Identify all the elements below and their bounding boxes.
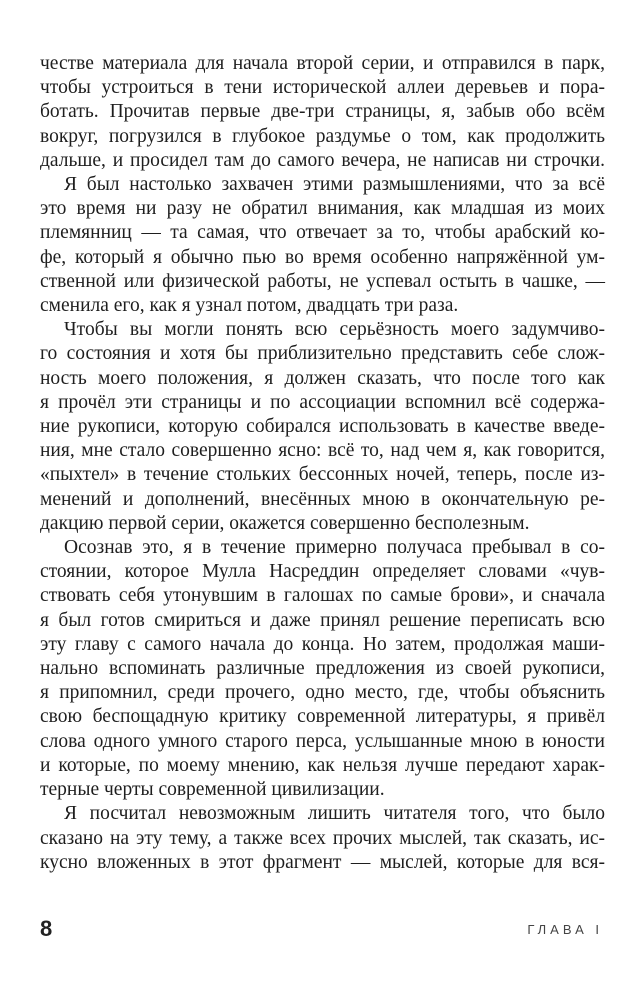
text-line: это время ни разу не обратил внимания, как младшая из моих bbox=[40, 198, 605, 220]
text-line: Чтобы вы могли понять всю серьёзность моего задумчиво- bbox=[64, 319, 605, 341]
body-text bbox=[40, 52, 605, 875]
text-line: го состояния и хотя бы приблизительно представить себе слож- bbox=[40, 343, 605, 365]
text-line: ния, мне стало совершенно ясно: всё то, над чем я, как говорится, bbox=[40, 440, 605, 462]
text-line: честве материала для начала второй серии, и отправился в парк, bbox=[40, 53, 605, 74]
text-line: сказано на эту тему, а также всех прочих мыслей, так сказать, ис- bbox=[40, 827, 605, 849]
text-line: вокруг, погрузился в глубокое раздумье о том, как продолжить bbox=[40, 125, 605, 147]
text-line: я был готов смириться и даже принял решение переписать всю bbox=[40, 609, 605, 631]
paragraph bbox=[40, 802, 605, 875]
text-line: и которые, по моему мнению, как нельзя лучше передают харак- bbox=[40, 754, 605, 776]
text-line: фе, который я обычно пью во время особенно напряжённой ум- bbox=[40, 246, 605, 268]
text-line: менений и дополнений, внесённых мною в окончательную ре- bbox=[40, 488, 605, 510]
text-line: ственной или физической работы, не успевал остыть в чашке, — bbox=[40, 270, 605, 292]
text-line: «пыхтел» в течение стольких бессонных ночей, теперь, после из- bbox=[40, 464, 605, 486]
text-line: стоянии, которое Мулла Насреддин определяет словами «чув- bbox=[40, 561, 605, 583]
text-line: дакцию первой серии, окажется совершенно бесполезным. bbox=[40, 512, 530, 534]
text-line: племянниц — та самая, что отвечает за то, чтобы арабский ко- bbox=[40, 222, 605, 244]
running-footer-chapter: ГЛАВА I bbox=[527, 922, 603, 937]
text-line: Осознав это, я в течение примерно получаса пребывал в со- bbox=[64, 537, 605, 559]
text-line: Я был настолько захвачен этими размышлениями, что за всё bbox=[64, 174, 605, 196]
text-line: кусно вложенных в этот фрагмент — мыслей, которые для вся- bbox=[40, 851, 605, 873]
text-line: слова одного умного старого перса, услышанные мною в юности bbox=[40, 730, 605, 752]
paragraph bbox=[40, 52, 605, 173]
text-line: свою беспощадную критику современной литературы, я привёл bbox=[40, 706, 605, 728]
text-line: Я посчитал невозможным лишить читателя того, что было bbox=[64, 803, 605, 825]
text-line: эту главу с самого начала до конца. Но затем, продолжая маши- bbox=[40, 633, 605, 655]
text-line: сменила его, как я узнал потом, двадцать три раза. bbox=[40, 295, 459, 317]
page-number: 8 bbox=[40, 916, 53, 941]
text-line: ствовать себя утонувшим в галошах по самые брови», и сначала bbox=[40, 585, 605, 607]
text-line: чтобы устроиться в тени исторической аллеи деревьев и пора- bbox=[40, 77, 605, 99]
paragraph bbox=[40, 318, 605, 536]
text-line: я припомнил, среди прочего, одно место, где, чтобы объяснить bbox=[40, 682, 605, 704]
text-line: ность моего положения, я должен сказать, что после того как bbox=[40, 367, 605, 389]
text-line: ботать. Прочитав первые две-три страницы, я, забыв обо всём bbox=[40, 101, 605, 123]
paragraph bbox=[40, 536, 605, 802]
text-line: нально вспоминать различные предложения из своей рукописи, bbox=[40, 658, 605, 680]
text-line: ние рукописи, которую собирался использовать в качестве введе- bbox=[40, 416, 605, 438]
text-line: я прочёл эти страницы и по ассоциации вспомнил всё содержа- bbox=[40, 391, 605, 413]
paragraph bbox=[40, 173, 605, 318]
text-line: терные черты современной цивилизации. bbox=[40, 779, 385, 801]
text-line: дальше, и просидел там до самого вечера, не написав ни строчки. bbox=[40, 149, 605, 171]
